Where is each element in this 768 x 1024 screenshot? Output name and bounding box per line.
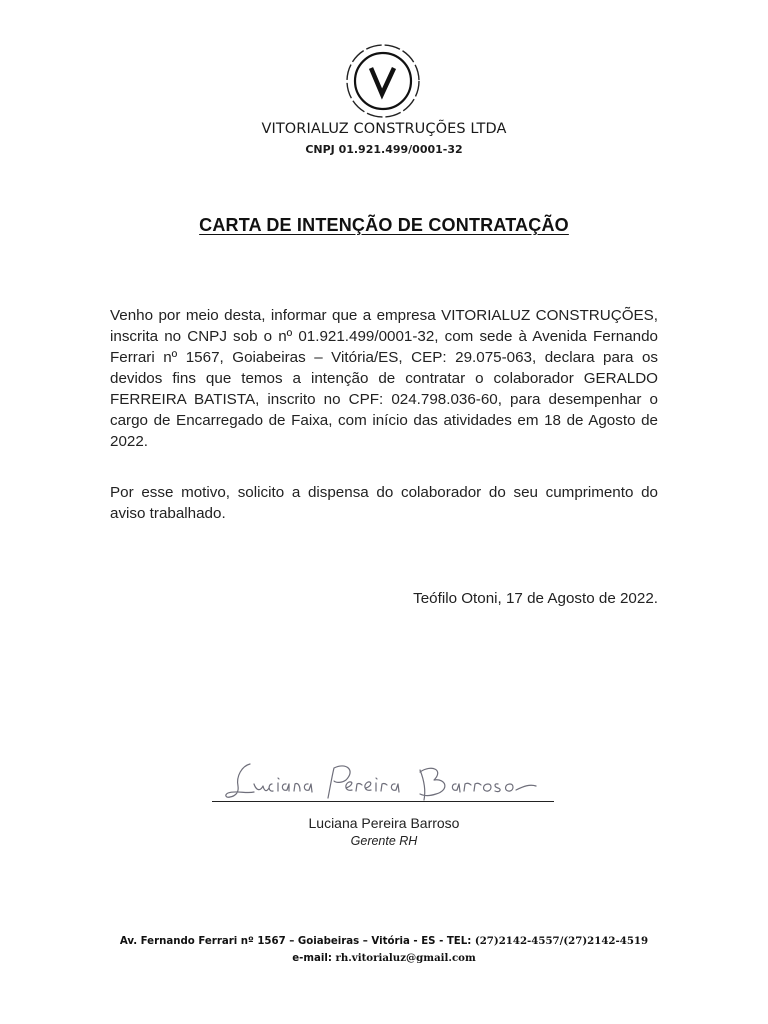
- place-and-date: Teófilo Otoni, 17 de Agosto de 2022.: [413, 590, 658, 607]
- footer-separator: -: [439, 936, 444, 947]
- footer-phones: (27)2142-4557/(27)2142-4519: [474, 935, 649, 947]
- body-paragraph-intent: Venho por meio desta, informar que a empresa VITORIALUZ CONSTRUÇÕES, inscrita no CNPJ sob o nº 01.921.499/0001-32, com sede à Avenida Fernando Ferrari nº 1567, Goiabeiras – Vitória/ES, CEP: 29.075-063, declara para os devidos fins que temos a intenção de contratar o colaborador GERALDO FERREIRA BATISTA, inscrito no CPF: 024.798.036-60, para desempenhar o cargo de Encarregado de Faixa, com início das atividades em 18 de Agosto de 2022.: [110, 307, 658, 450]
- handwritten-signature: [206, 750, 566, 812]
- body-paragraph-request: Por esse motivo, solicito a dispensa do colaborador do seu cumprimento do aviso trabalhado.: [110, 484, 658, 522]
- document-title: CARTA DE INTENÇÃO DE CONTRATAÇÃO: [199, 215, 569, 235]
- footer-email-line: [0, 950, 768, 967]
- signer-name: Luciana Pereira Barroso: [308, 815, 460, 831]
- footer-phone-label: TEL:: [446, 936, 472, 947]
- signer-role: Gerente RH: [350, 834, 418, 848]
- footer-email: rh.vitorialuz@gmail.com: [335, 952, 476, 964]
- signature-line: [212, 801, 554, 802]
- company-name: VITORIALUZ CONSTRUÇÕES LTDA: [261, 121, 507, 137]
- company-cnpj: CNPJ 01.921.499/0001-32: [305, 143, 463, 156]
- company-logo: [344, 42, 422, 120]
- footer-address-line: [0, 933, 768, 950]
- footer-address: Av. Fernando Ferrari nº 1567 – Goiabeiras – Vitória - ES: [119, 936, 436, 947]
- footer-email-label: e-mail:: [292, 953, 332, 964]
- footer: [0, 933, 768, 967]
